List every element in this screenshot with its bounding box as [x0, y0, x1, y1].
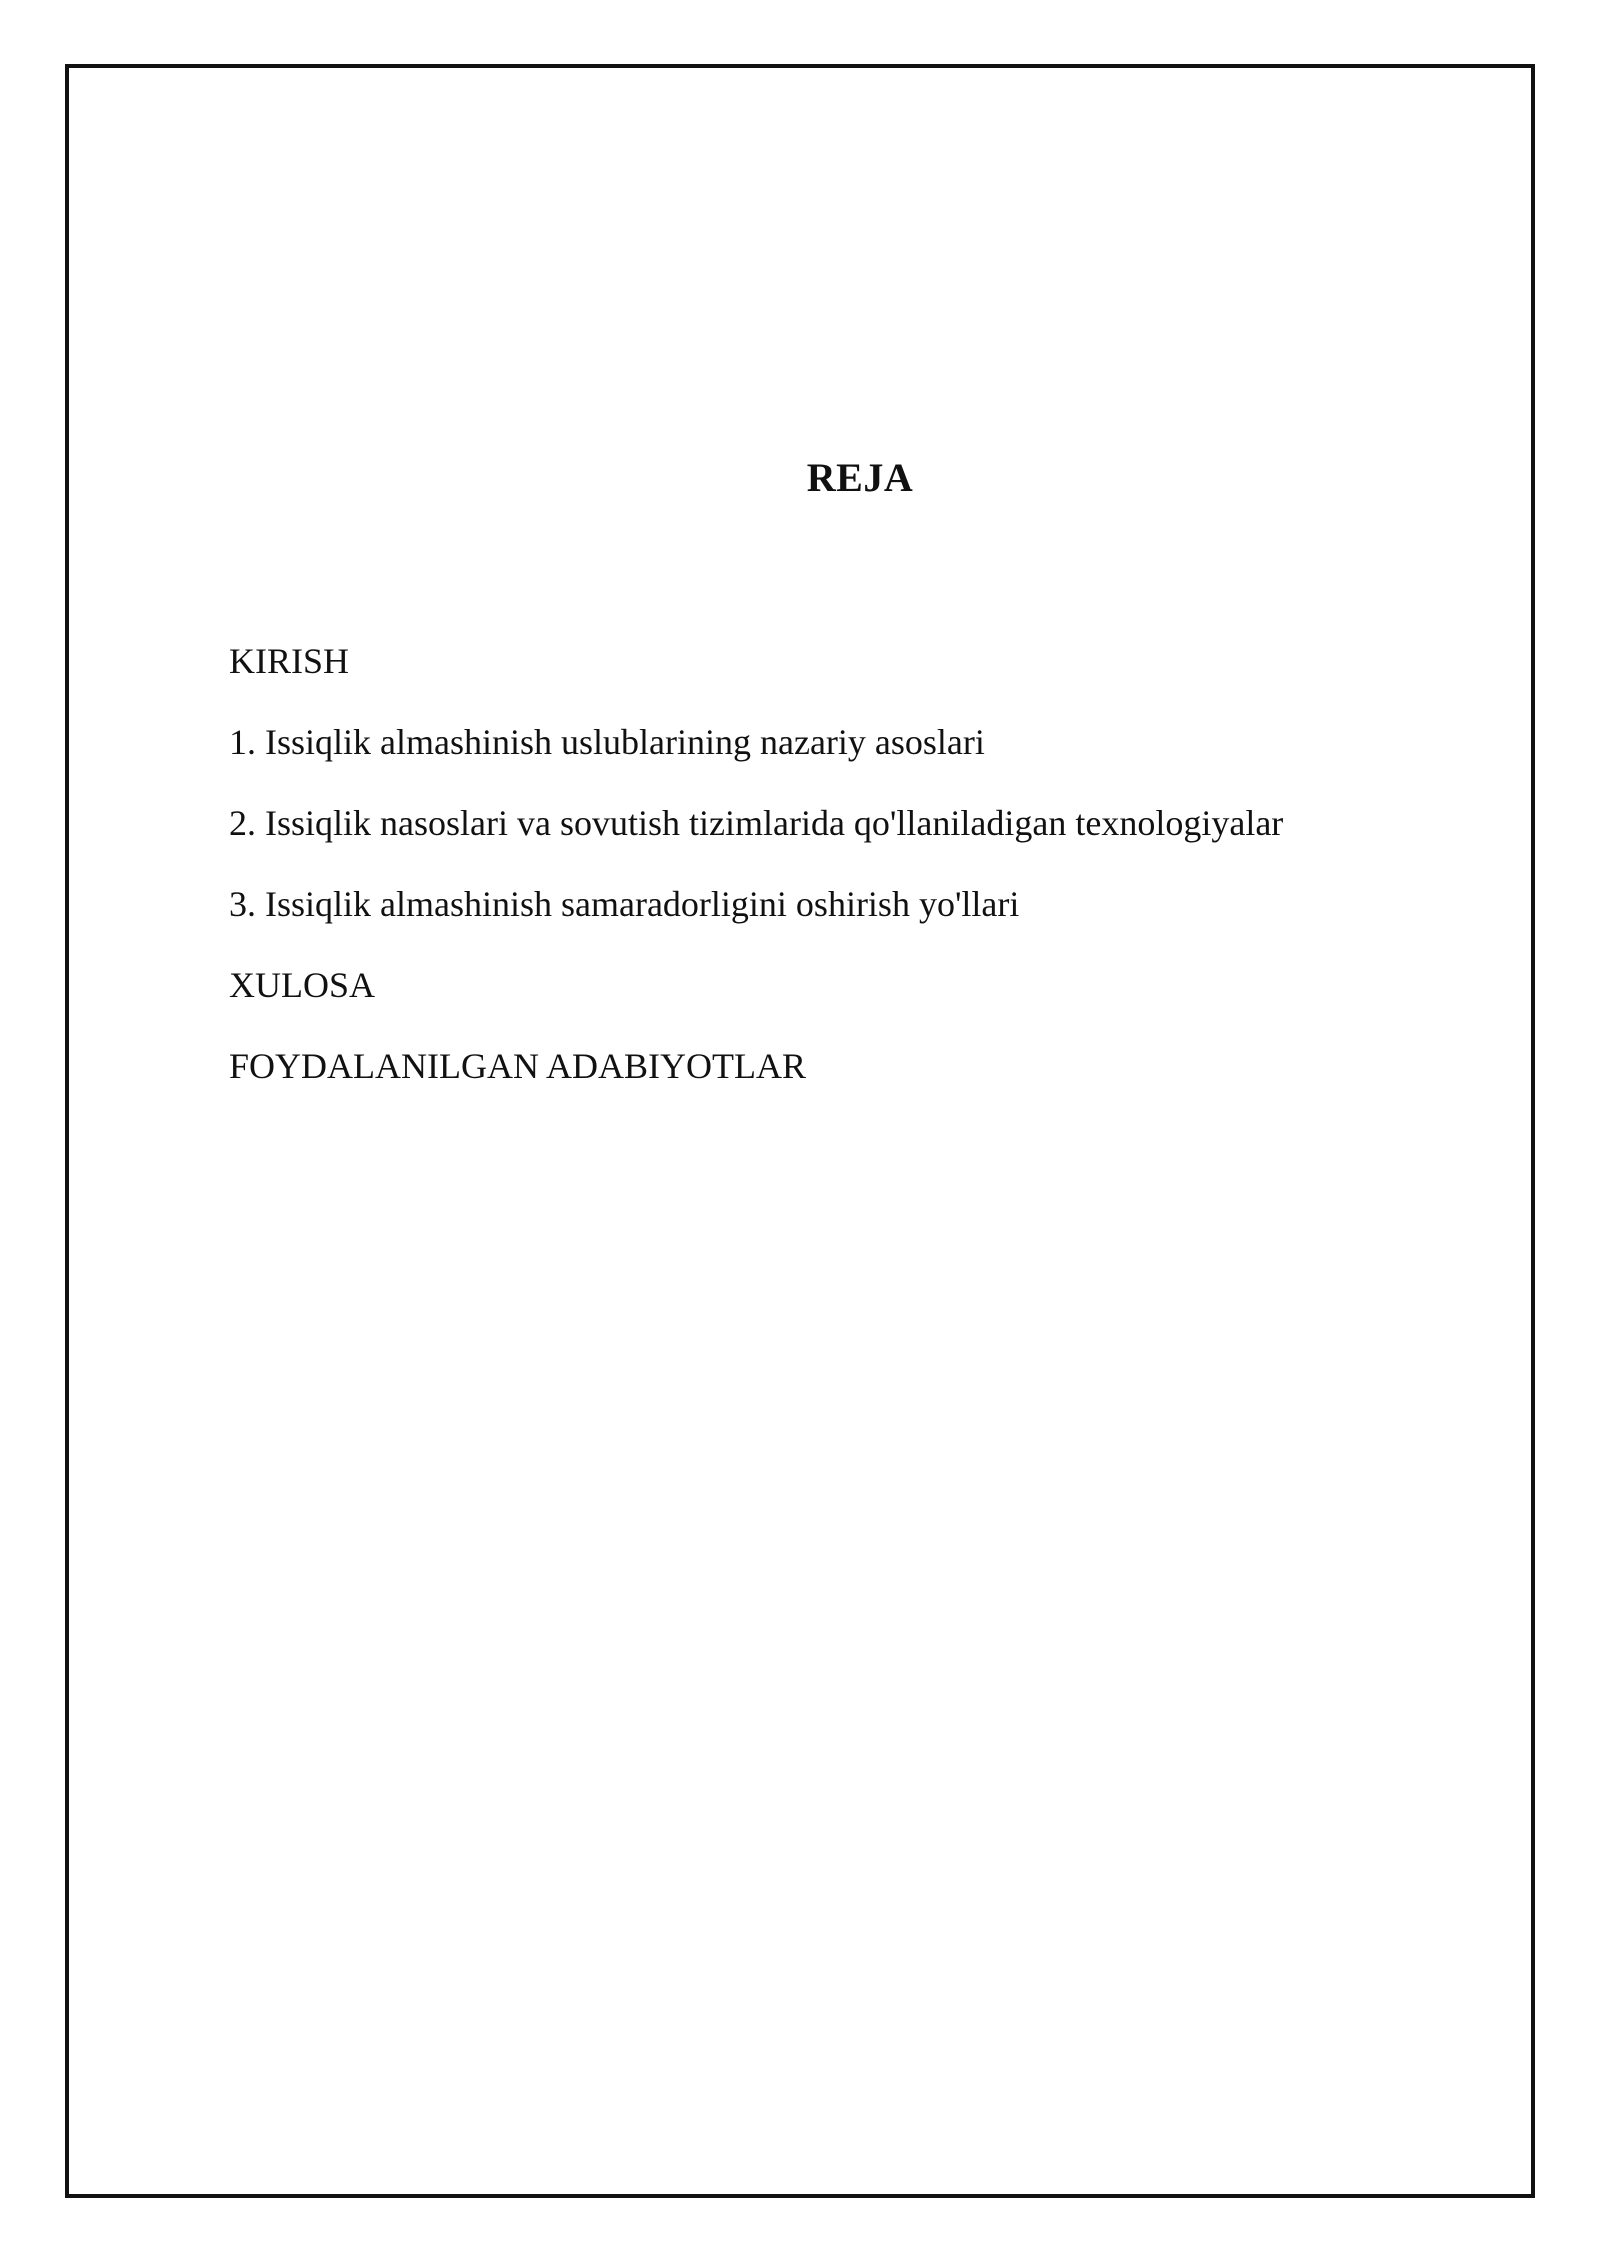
page-border: [65, 64, 1535, 2198]
plan-list: [229, 643, 1283, 1129]
plan-item-references: FOYDALANILGAN ADABIYOTLAR: [229, 1046, 806, 1086]
plan-item-section-2: 2. Issiqlik nasoslari va sovutish tizimlarida qo'llaniladigan texnologiyalar: [229, 803, 1284, 843]
plan-item-section-3: 3. Issiqlik almashinish samaradorligini oshirish yo'llari: [229, 884, 1020, 924]
plan-item-introduction: KIRISH: [229, 641, 350, 681]
plan-item-conclusion: XULOSA: [229, 965, 376, 1005]
page-title: REJA: [806, 455, 914, 500]
plan-item-section-1: 1. Issiqlik almashinish uslublarining nazariy asoslari: [229, 722, 985, 762]
